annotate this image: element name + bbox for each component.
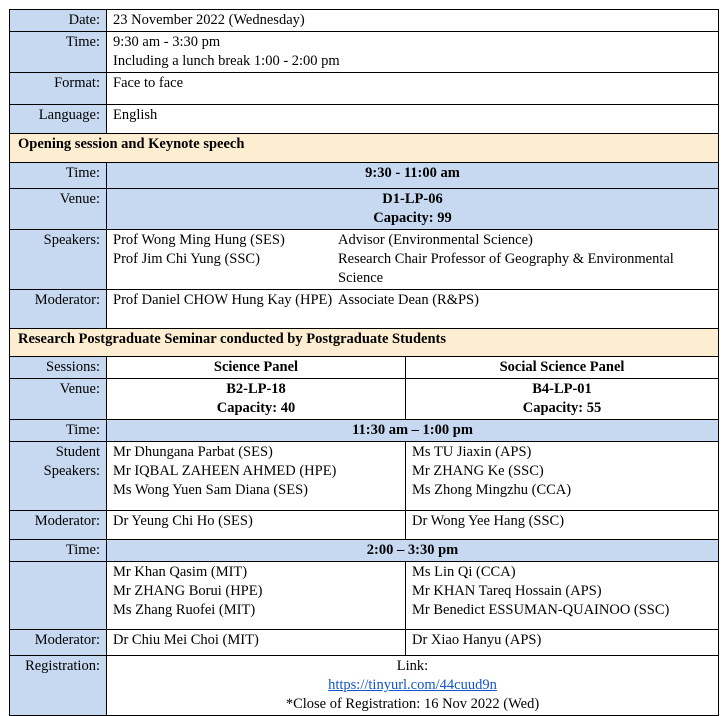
list-item: Mr ZHANG Borui (HPE) <box>113 583 263 599</box>
registration-details <box>107 656 719 716</box>
afternoon-moderator-label: Moderator: <box>10 630 107 656</box>
morning-social-speakers <box>406 442 719 511</box>
afternoon-science-moderator: Dr Chiu Mei Choi (MIT) <box>107 630 406 656</box>
list-item: Mr Benedict ESSUMAN-QUAINOO (SSC) <box>412 602 670 618</box>
afternoon-time-label: Time: <box>10 540 107 562</box>
lunch-break-note: Including a lunch break 1:00 - 2:00 pm <box>113 53 340 69</box>
opening-venue-capacity: Capacity: 99 <box>373 210 452 226</box>
list-item: Ms Lin Qi (CCA) <box>412 564 516 580</box>
keynote-speaker-item <box>113 250 712 288</box>
list-item: Mr Khan Qasim (MIT) <box>113 564 248 580</box>
science-venue-capacity: Capacity: 40 <box>216 400 296 416</box>
keynote-speaker-name: Prof Jim Chi Yung (SSC) <box>113 251 260 267</box>
seminar-header-row <box>10 329 719 357</box>
social-venue-capacity: Capacity: 55 <box>522 400 602 416</box>
morning-science-speakers <box>107 442 406 511</box>
list-item: Ms Zhong Mingzhu (CCA) <box>412 482 572 498</box>
morning-social-moderator: Dr Wong Yee Hang (SSC) <box>406 511 719 540</box>
registration-row <box>10 656 719 716</box>
afternoon-moderator-row <box>10 630 719 656</box>
opening-venue-value <box>107 189 719 230</box>
social-venue <box>406 379 719 420</box>
afternoon-social-moderator: Dr Xiao Hanyu (APS) <box>406 630 719 656</box>
opening-moderator-role: Associate Dean (R&PS) <box>338 292 479 308</box>
language-label: Language: <box>10 105 107 134</box>
date-value: 23 November 2022 (Wednesday) <box>107 10 719 32</box>
event-schedule-table <box>9 9 719 716</box>
opening-time-row <box>10 163 719 189</box>
afternoon-speakers-label <box>10 562 107 630</box>
registration-link[interactable]: https://tinyurl.com/44cuud9n <box>328 677 497 693</box>
morning-speakers-row <box>10 442 719 511</box>
sessions-row <box>10 357 719 379</box>
registration-close-note: *Close of Registration: 16 Nov 2022 (Wed) <box>285 696 540 712</box>
morning-moderator-row <box>10 511 719 540</box>
opening-time-label: Time: <box>10 163 107 189</box>
time-value <box>107 32 719 73</box>
afternoon-speakers-row <box>10 562 719 630</box>
keynote-speaker-name: Prof Wong Ming Hung (SES) <box>113 232 285 248</box>
time-row <box>10 32 719 73</box>
registration-label: Registration: <box>10 656 107 716</box>
opening-moderator-label: Moderator: <box>10 290 107 329</box>
opening-time-value: 9:30 - 11:00 am <box>107 163 719 189</box>
keynote-speaker-role: Research Chair Professor of Geography & Environmental Science <box>338 251 674 286</box>
afternoon-time-value: 2:00 – 3:30 pm <box>107 540 719 562</box>
social-science-panel-heading: Social Science Panel <box>406 357 719 379</box>
time-range: 9:30 am - 3:30 pm <box>113 34 221 50</box>
science-venue <box>107 379 406 420</box>
seminar-venue-label: Venue: <box>10 379 107 420</box>
date-label: Date: <box>10 10 107 32</box>
keynote-speaker-item <box>113 231 712 250</box>
list-item: Mr IQBAL ZAHEEN AHMED (HPE) <box>113 463 337 479</box>
list-item: Ms TU Jiaxin (APS) <box>412 444 532 460</box>
afternoon-social-speakers <box>406 562 719 630</box>
opening-header-row <box>10 134 719 163</box>
keynote-speaker-role: Advisor (Environmental Science) <box>338 232 533 248</box>
opening-venue-label: Venue: <box>10 189 107 230</box>
opening-moderator-cell <box>107 290 719 329</box>
science-panel-heading: Science Panel <box>107 357 406 379</box>
morning-time-label: Time: <box>10 420 107 442</box>
morning-time-row <box>10 420 719 442</box>
morning-time-value: 11:30 am – 1:00 pm <box>107 420 719 442</box>
opening-speakers-list <box>107 230 719 290</box>
language-row <box>10 105 719 134</box>
afternoon-science-speakers <box>107 562 406 630</box>
format-value: Face to face <box>107 73 719 105</box>
opening-speakers-row <box>10 230 719 290</box>
morning-science-moderator: Dr Yeung Chi Ho (SES) <box>107 511 406 540</box>
list-item: Ms Wong Yuen Sam Diana (SES) <box>113 482 308 498</box>
student-speakers-label: Student Speakers: <box>10 442 107 511</box>
seminar-section-header: Research Postgraduate Seminar conducted by Postgraduate Students <box>10 329 719 357</box>
opening-moderator-row <box>10 290 719 329</box>
opening-moderator-name: Prof Daniel CHOW Hung Kay (HPE) <box>113 292 333 308</box>
sessions-label: Sessions: <box>10 357 107 379</box>
morning-moderator-label: Moderator: <box>10 511 107 540</box>
science-venue-room: B2-LP-18 <box>226 381 286 397</box>
date-row <box>10 10 719 32</box>
opening-section-header: Opening session and Keynote speech <box>10 134 719 163</box>
opening-venue-room: D1-LP-06 <box>382 191 443 207</box>
social-venue-room: B4-LP-01 <box>532 381 592 397</box>
list-item: Mr KHAN Tareq Hossain (APS) <box>412 583 602 599</box>
opening-venue-row <box>10 189 719 230</box>
list-item: Ms Zhang Ruofei (MIT) <box>113 602 256 618</box>
seminar-venue-row <box>10 379 719 420</box>
format-row <box>10 73 719 105</box>
afternoon-time-row <box>10 540 719 562</box>
list-item: Mr ZHANG Ke (SSC) <box>412 463 544 479</box>
format-label: Format: <box>10 73 107 105</box>
opening-speakers-label: Speakers: <box>10 230 107 290</box>
language-value: English <box>107 105 719 134</box>
time-label: Time: <box>10 32 107 73</box>
list-item: Mr Dhungana Parbat (SES) <box>113 444 273 460</box>
link-label: Link: <box>396 658 429 674</box>
